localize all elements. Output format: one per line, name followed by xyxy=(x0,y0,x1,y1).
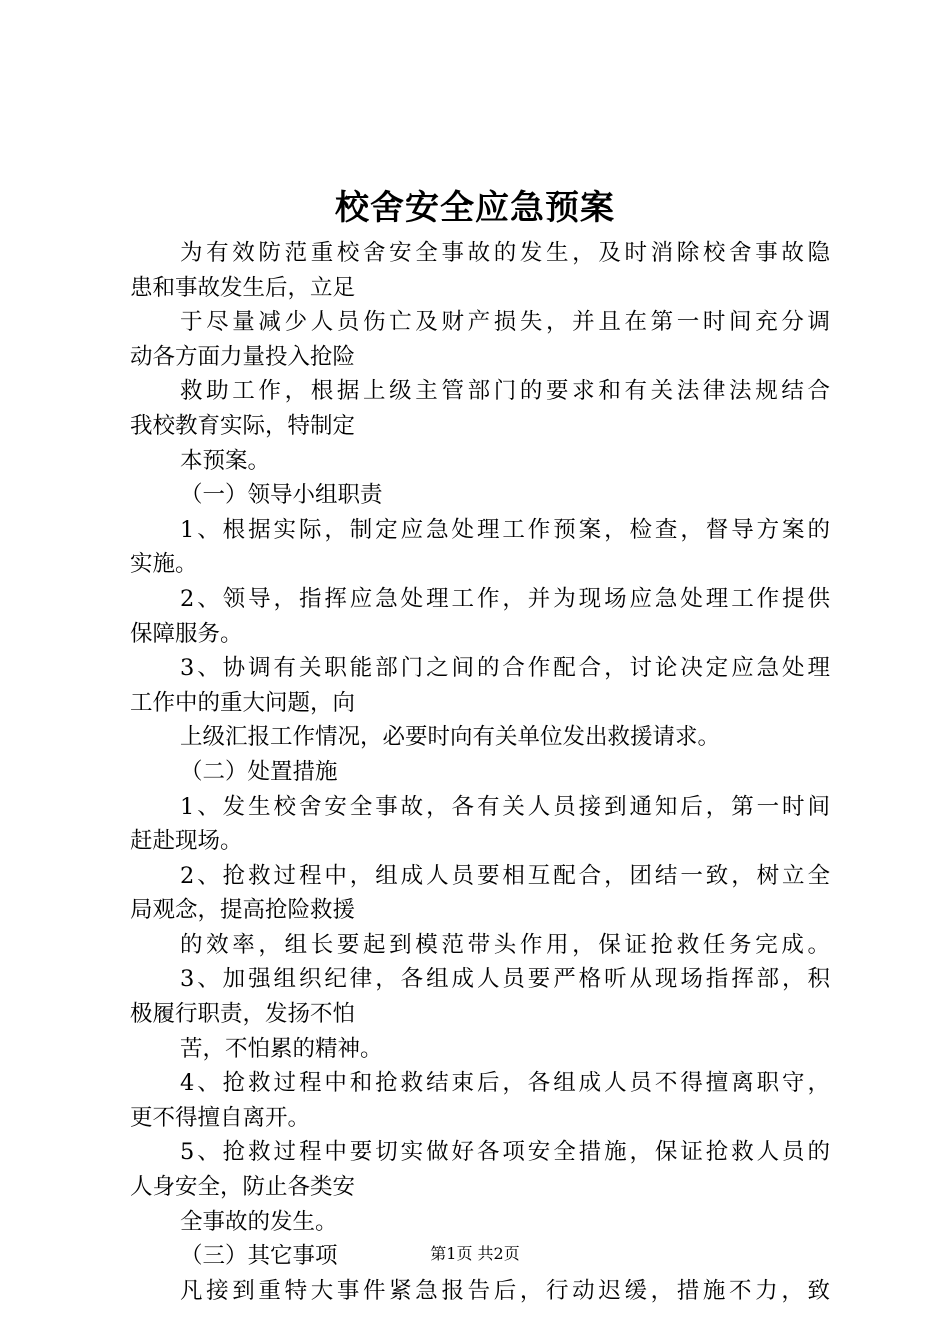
page-footer: 第1页 共2页 xyxy=(430,1244,520,1263)
text-line: 的效率，组长要起到模范带头作用，保证抢救任务完成。 xyxy=(180,931,830,958)
text-line: 1、发生校舍安全事故，各有关人员接到通知后，第一时间 xyxy=(180,793,830,820)
text-line: 局观念，提高抢险救援 xyxy=(130,897,356,924)
text-line: 我校教育实际，特制定 xyxy=(130,412,356,439)
document-title: 校舍安全应急预案 xyxy=(335,188,615,228)
text-line: 人身安全，防止各类安 xyxy=(130,1174,356,1201)
text-line: 实施。 xyxy=(130,551,198,578)
text-line: 赶赴现场。 xyxy=(130,828,243,855)
text-line: 3、加强组织纪律，各组成人员要严格听从现场指挥部，积 xyxy=(180,966,830,993)
text-line: 凡接到重特大事件紧急报告后，行动迟缓，措施不力，致 xyxy=(180,1277,830,1304)
text-line: 4、抢救过程中和抢救结束后，各组成人员不得擅离职守， xyxy=(180,1070,830,1097)
text-line: 5、抢救过程中要切实做好各项安全措施，保证抢救人员的 xyxy=(180,1139,830,1166)
text-line: （三）其它事项 xyxy=(180,1243,338,1270)
text-line: 极履行职责，发扬不怕 xyxy=(130,1001,356,1028)
text-line: 保障服务。 xyxy=(130,620,243,647)
text-line: 于尽量减少人员伤亡及财产损失，并且在第一时间充分调 xyxy=(180,309,830,336)
text-line: 全事故的发生。 xyxy=(180,1208,338,1235)
text-line: 本预案。 xyxy=(180,447,271,474)
text-line: 3、协调有关职能部门之间的合作配合，讨论决定应急处理 xyxy=(180,655,830,682)
text-line: 工作中的重大问题，向 xyxy=(130,689,356,716)
text-line: （一）领导小组职责 xyxy=(180,482,383,509)
text-line: 上级汇报工作情况，必要时向有关单位发出救援请求。 xyxy=(180,724,721,751)
text-line: 动各方面力量投入抢险 xyxy=(130,343,356,370)
text-line: 救助工作，根据上级主管部门的要求和有关法律法规结合 xyxy=(180,378,830,405)
text-line: 苦，不怕累的精神。 xyxy=(180,1035,383,1062)
text-line: 更不得擅自离开。 xyxy=(130,1104,311,1131)
text-line: 2、抢救过程中，组成人员要相互配合，团结一致，树立全 xyxy=(180,862,830,889)
text-line: 患和事故发生后，立足 xyxy=(130,274,356,301)
document-body xyxy=(130,236,830,1308)
text-line: 2、领导，指挥应急处理工作，并为现场应急处理工作提供 xyxy=(180,585,830,612)
text-line: （二）处置措施 xyxy=(180,758,338,785)
text-line: 1、根据实际，制定应急处理工作预案，检查，督导方案的 xyxy=(180,516,830,543)
text-line: 为有效防范重校舍安全事故的发生，及时消除校舍事故隐 xyxy=(180,240,830,266)
